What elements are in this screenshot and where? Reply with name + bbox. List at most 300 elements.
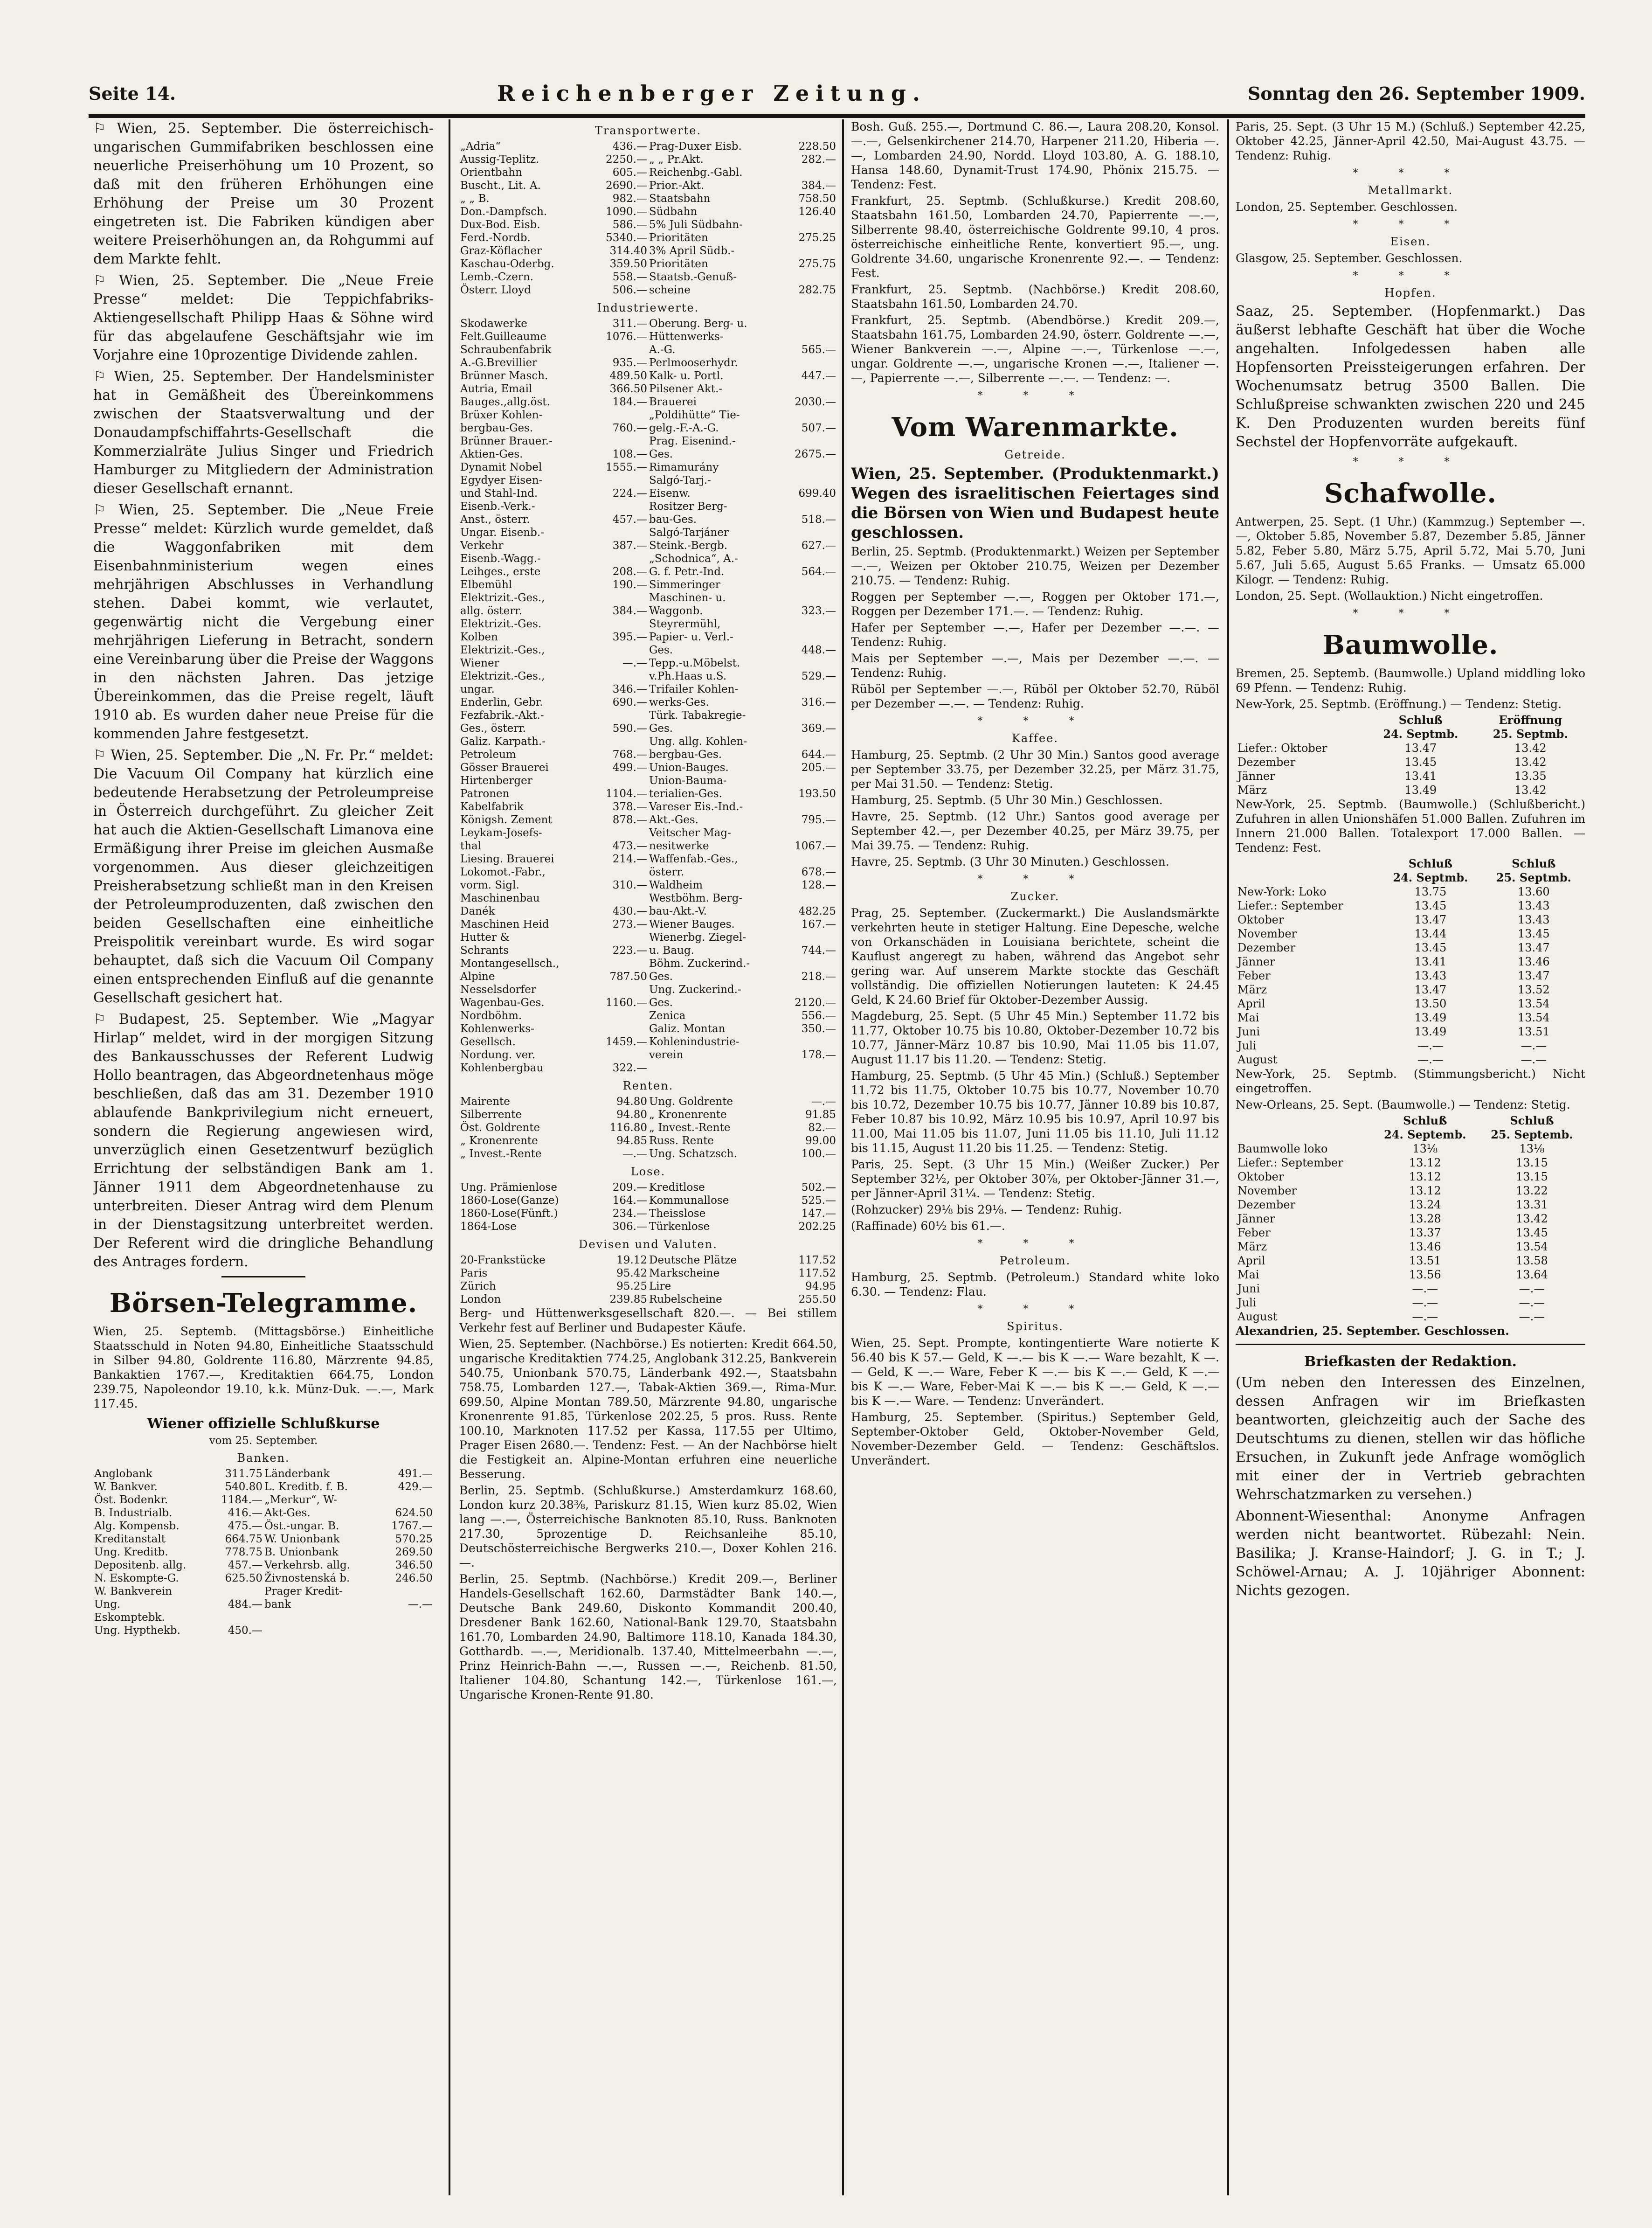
market-report: Roggen per September —.—, Roggen per Oktober 171.—, Roggen per Dezember 171.—. — Tendenz: Ruhig.: [851, 590, 1219, 618]
table-cell-name: Prior.-Akt.: [649, 180, 705, 192]
table-cell-value: 99.00: [805, 1135, 836, 1147]
separator-stars: * * *: [1353, 456, 1468, 468]
table-header-row: [1236, 857, 1585, 871]
table-cell-value: [761, 382, 837, 396]
table-row: [1236, 1282, 1585, 1296]
table-cell-value: [761, 618, 837, 631]
table-cell-value: 778.75: [225, 1546, 263, 1558]
table-cell-value: 1090.—: [606, 206, 647, 218]
table-row: [459, 526, 837, 539]
table-cell-value: 760.—: [612, 422, 647, 434]
table-cell-name: 3% April Südb.-: [649, 245, 735, 257]
table-cell-name: August: [1237, 1310, 1278, 1323]
table-row: [1236, 1156, 1585, 1170]
table-cell-value: 564.—: [801, 566, 836, 578]
table-row: [459, 1062, 837, 1075]
table-cell-name: Prag. Eisenind.-: [649, 435, 736, 447]
table-row: [459, 500, 837, 513]
table-cell-value: [366, 1493, 434, 1506]
table-cell-value: 346.—: [612, 683, 647, 695]
market-report: Antwerpen, 25. Sept. (1 Uhr.) (Kammzug.) September —.—, Oktober 5.85, November 5.87, Dezember 5.85, Jänner 5.82, Feber 5.80, März 5.75, April 5.72, Mai 5.70, Juni 5.67, Juli 5.65, August 5.65 Franks. — Umsatz 65.000 Kilogr. — Tendenz: Ruhig.: [1236, 515, 1585, 586]
market-report: Frankfurt, 25. Septmb. (Schlußkurse.) Kredit 208.60, Staatsbahn 161.50, Lombarden 24.70, Papierrente —.—, Silberrente 98.40, österreichische Goldrente 99.10, 4 pros. österreichische einheitliche Rente, konvertiert 95.—, ung. Goldrente 34.60, ungarische Kronenrente 92.—. — Tendenz: Fest.: [851, 194, 1219, 280]
table-row: [459, 192, 837, 205]
table-cell-value: 2250.—: [606, 153, 647, 166]
table-cell-value: 13.47: [1414, 913, 1447, 926]
table-cell-value: [573, 983, 648, 996]
table-cell-value: 13.42: [1514, 756, 1547, 769]
table-cell-value: 13.75: [1414, 885, 1447, 898]
devisen-category: Devisen und Valuten.: [579, 1238, 718, 1251]
table-cell-name: Danék: [460, 905, 495, 917]
masthead: Reichenberger Zeitung.: [497, 81, 927, 106]
table-row: [1236, 1268, 1585, 1282]
table-cell-name: Liefer.: Oktober: [1237, 742, 1327, 755]
table-cell-name: bau-Ges.: [649, 514, 697, 526]
table-cell-value: —.—: [1521, 1053, 1547, 1066]
table-cell-name: Oktober: [1237, 1170, 1284, 1183]
table-cell-value: 570.25: [395, 1533, 433, 1545]
table-cell-value: [761, 500, 837, 513]
table-cell-name: Jänner: [1237, 955, 1275, 968]
table-cell-name: Brünner Masch.: [460, 370, 548, 382]
table-cell-name: Türk. Tabakregie-: [649, 709, 746, 722]
table-cell-name: „Adria“: [460, 140, 501, 153]
table-cell-value: [761, 957, 837, 970]
table-row: [459, 813, 837, 826]
table-header-cell: [1236, 1114, 1372, 1128]
table-cell-name: österr.: [649, 866, 684, 878]
table-cell-name: Zürich: [460, 1280, 496, 1292]
table-cell-value: 117.52: [798, 1267, 836, 1279]
table-header-cell: Schluß: [1510, 1114, 1554, 1127]
table-cell-value: 13.64: [1516, 1268, 1548, 1281]
table-cell-value: [573, 1022, 648, 1035]
table-row: [93, 1467, 434, 1480]
table-cell-value: 282.—: [801, 153, 836, 166]
table-row: [459, 1095, 837, 1108]
table-row: [459, 644, 837, 657]
table-cell-name: Maschinen Heid: [460, 918, 549, 930]
table-cell-value: 246.50: [395, 1572, 433, 1584]
banken-category: Banken.: [237, 1451, 290, 1465]
table-cell-name: London: [460, 1293, 501, 1305]
table-cell-value: 13.49: [1414, 1011, 1447, 1024]
table-cell-name: Wagenbau-Ges.: [460, 997, 545, 1009]
table-cell-name: Prioritäten: [649, 258, 708, 270]
table-cell-value: 13.50: [1414, 997, 1447, 1010]
table-cell-name: Rimamurány: [649, 461, 719, 473]
table-cell-value: 13.60: [1517, 885, 1550, 898]
table-header-cell: 25. Septmb.: [1493, 727, 1568, 741]
table-cell-value: 167.—: [801, 918, 836, 930]
table-row: [459, 422, 837, 435]
table-row: [459, 487, 837, 500]
table-cell-name: bank: [264, 1598, 291, 1610]
table-row: [1236, 1039, 1585, 1053]
table-cell-name: Hirtenberger: [460, 775, 532, 787]
table-cell-value: —.—: [408, 1598, 433, 1610]
table-row: [459, 244, 837, 257]
table-row: [459, 474, 837, 487]
table-cell-name: Ung. Eskomptebk.: [94, 1598, 165, 1624]
market-report: Magdeburg, 25. Sept. (5 Uhr 45 Min.) September 11.72 bis 11.77, Oktober 10.75 bis 10.80, Oktober-Dezember 10.72 bis 10.77, Jänner-März 10.87 bis 10.90, Mai 11.05 bis 11.07, August 11.17 bis 11.20. — Tendenz: Stetig.: [851, 1009, 1219, 1066]
table-cell-value: 19.12: [616, 1254, 647, 1266]
table-row: [459, 892, 837, 905]
table-cell-value: 5340.—: [606, 232, 647, 244]
table-cell-name: Öst. Bodenkr.: [94, 1494, 168, 1506]
table-cell-value: [761, 356, 837, 369]
table-cell-value: 457.—: [228, 1559, 263, 1571]
table-cell-name: N. Eskompte-G.: [94, 1572, 179, 1584]
ny-closing-table: [1236, 857, 1585, 1067]
table-cell-value: [573, 774, 648, 787]
table-cell-name: Fezfabrik.-Akt.-: [460, 709, 544, 722]
table-row: [459, 1280, 837, 1293]
table-row: [459, 957, 837, 970]
table-cell-name: Nesselsdorfer: [460, 984, 536, 996]
table-cell-name: W. Bankver.: [94, 1481, 158, 1493]
table-cell-name: Eisenb.-Wagg.-: [460, 553, 541, 565]
table-cell-name: bau-Akt.-V.: [649, 905, 707, 917]
table-row: [1236, 941, 1585, 955]
table-cell-name: „ Kronenrente: [649, 1109, 727, 1121]
table-row: [1236, 1254, 1585, 1268]
table-cell-value: 2690.—: [606, 180, 647, 192]
table-cell-name: Elektrizit.-Ges.,: [460, 592, 545, 604]
table-cell-value: 13.46: [1517, 955, 1550, 968]
table-cell-value: 13.42: [1514, 784, 1547, 797]
table-cell-name: Ung. Zuckerind.-: [649, 984, 741, 996]
table-cell-value: 484.—: [228, 1598, 263, 1610]
table-cell-value: 13.43: [1414, 969, 1447, 982]
table-row: [459, 931, 837, 944]
table-cell-name: Westböhm. Berg-: [649, 892, 743, 904]
table-cell-name: Salgó-Tarjáner: [649, 527, 729, 539]
zucker-category: Zucker.: [1010, 890, 1060, 903]
table-cell-value: 202.25: [798, 1221, 836, 1233]
table-cell-value: [573, 435, 648, 448]
table-cell-value: 275.75: [798, 258, 836, 270]
table-cell-name: Jänner: [1237, 1212, 1275, 1225]
table-cell-name: Liefer.: September: [1237, 899, 1343, 912]
table-row: [459, 709, 837, 722]
table-cell-name: Staatsbahn: [649, 193, 711, 205]
column-1: [93, 119, 434, 2195]
table-row: [459, 1035, 837, 1048]
table-row: [459, 284, 837, 297]
table-cell-name: Maschinenbau: [460, 892, 540, 904]
market-report: Bosh. Guß. 255.—, Dortmund C. 86.—, Laura 208.20, Konsol. —.—, Gelsenkirchener 214.70, Harpener 211.20, Hiberia —.—, Lombarden 24.90, Nordd. Lloyd 103.80, A. G. 188.10, Hansa 148.60, Dynamit-Trust 174.90, Phönix 215.75. — Tendenz: Fest.: [851, 120, 1219, 191]
table-cell-name: Aussig-Teplitz.: [460, 153, 539, 166]
table-cell-value: [761, 1035, 837, 1048]
table-cell-value: [761, 474, 837, 487]
table-cell-name: terialien-Ges.: [649, 788, 722, 800]
table-cell-value: 1767.—: [391, 1520, 433, 1532]
table-row: [459, 748, 837, 761]
table-cell-value: [761, 218, 837, 231]
section-title-boersen: Börsen-Telegramme.: [109, 1288, 418, 1319]
table-row: [459, 840, 837, 853]
table-cell-name: Kreditanstalt: [94, 1533, 166, 1545]
table-row: [459, 179, 837, 192]
news-item: ⚐ Wien, 25. September. Die „Neue Freie Presse“ meldet: Kürzlich wurde gemeldet, daß die Waggonfabriken mit dem Eisenbahnministerium wegen eines mehrjährigen Abschlusses in Verhandlung stehen. Dabei kommt, wie verlautet, gegenwärtig nicht die Vergebung einer mehrjährigen Lieferung in Betracht, sondern eine Vereinbarung über die Preise der Waggons in den nächsten Jahren. Das jetzige Übereinkommen, das die Preise regelt, läuft 1910 ab. Es wurden daher neue Preise für die kommenden Jahre festgesetzt.: [93, 502, 434, 742]
table-cell-value: [761, 892, 837, 905]
kurse-date: vom 25. September.: [209, 1435, 318, 1447]
table-cell-value: [761, 271, 837, 284]
table-cell-name: Kohlenindustrie-: [649, 1036, 740, 1048]
table-cell-value: 457.—: [612, 514, 647, 526]
table-cell-name: Hüttenwerks-: [649, 331, 724, 343]
separator-stars: * * *: [977, 874, 1093, 885]
table-cell-name: scheine: [649, 284, 691, 296]
table-cell-name: Ferd.-Nordb.: [460, 232, 531, 244]
table-row: [459, 722, 837, 735]
table-cell-value: 116.80: [609, 1122, 647, 1134]
table-cell-value: 208.—: [612, 566, 647, 578]
table-cell-name: und Stahl-Ind.: [460, 487, 538, 500]
table-cell-value: 664.75: [225, 1533, 263, 1545]
table-cell-value: 323.—: [801, 605, 836, 617]
market-report: Hamburg, 25. Septmb. (Petroleum.) Standard white loko 6.30. — Tendenz: Flau.: [851, 1270, 1219, 1298]
table-cell-name: August: [1237, 1053, 1278, 1066]
table-cell-value: 13.43: [1517, 913, 1550, 926]
table-header-cell: [1236, 727, 1366, 741]
column-divider: [842, 119, 844, 2195]
separator-stars: * * *: [1353, 608, 1468, 619]
table-cell-name: Kalk- u. Portl.: [649, 370, 724, 382]
table-row: [459, 1009, 837, 1022]
table-row: [459, 970, 837, 983]
table-cell-value: [761, 931, 837, 944]
table-cell-name: Wiener: [460, 657, 499, 669]
table-cell-value: 605.—: [612, 167, 647, 179]
separator-stars: * * *: [1353, 270, 1468, 282]
table-cell-value: 499.—: [612, 762, 647, 774]
table-cell-name: Oberung. Berg- u.: [649, 318, 747, 330]
renten-category: Renten.: [622, 1079, 674, 1092]
table-row: [93, 1506, 434, 1520]
table-cell-name: A.-G.: [649, 344, 676, 356]
table-row: [459, 552, 837, 565]
table-cell-name: verein: [649, 1049, 684, 1061]
market-report: Hamburg, 25. September. (Spiritus.) September Geld, September-Oktober Geld, Oktober-November Geld, November-Dezember Geld. — Tendenz: Geschäftslos. Unverändert.: [851, 1410, 1219, 1467]
table-cell-value: 13.46: [1409, 1240, 1441, 1253]
table-cell-name: Ung. Schatzsch.: [649, 1148, 737, 1160]
market-report: Rüböl per September —.—, Rüböl per Oktober 52.70, Rüböl per Dezember —.—. — Tendenz: Ruhig.: [851, 682, 1219, 710]
table-cell-value: [573, 474, 648, 487]
table-cell-value: —.—: [1412, 1296, 1438, 1309]
table-cell-value: 209.—: [612, 1181, 647, 1194]
table-cell-value: 13⅛: [1412, 1142, 1438, 1155]
table-cell-name: Mairente: [460, 1096, 510, 1108]
table-row: [459, 983, 837, 996]
table-cell-name: Theisslose: [649, 1208, 706, 1220]
table-cell-value: [573, 409, 648, 422]
table-cell-name: Liesing. Brauerei: [460, 853, 554, 865]
table-cell-name: Kabelfabrik: [460, 801, 524, 813]
table-cell-name: Mai: [1237, 1268, 1259, 1281]
table-cell-name: Feber: [1237, 1226, 1271, 1239]
table-cell-value: 416.—: [228, 1507, 263, 1519]
table-cell-value: —.—: [811, 1096, 836, 1108]
table-cell-value: 13.52: [1517, 983, 1550, 996]
table-row: [459, 787, 837, 800]
table-cell-value: [761, 244, 837, 257]
table-cell-name: Anst., österr.: [460, 514, 530, 526]
table-cell-value: 13.47: [1517, 969, 1550, 982]
table-cell-name: Lokomot.-Fabr.,: [460, 866, 546, 878]
table-cell-name: Silberrente: [460, 1109, 522, 1121]
table-cell-name: Waldheim: [649, 879, 703, 891]
table-cell-value: 95.25: [616, 1280, 647, 1292]
industrie-category: Industriewerte.: [597, 301, 699, 314]
table-cell-value: [761, 578, 837, 591]
table-cell-value: 768.—: [612, 749, 647, 761]
renten-table: [459, 1095, 837, 1160]
table-cell-name: Lemb.-Czern.: [460, 271, 533, 283]
table-cell-name: Juni: [1237, 1025, 1260, 1038]
table-cell-value: 91.85: [805, 1109, 836, 1121]
table-row: [459, 774, 837, 787]
table-row: [93, 1598, 434, 1624]
table-cell-name: thal: [460, 840, 482, 852]
table-cell-value: 13.51: [1409, 1254, 1441, 1267]
table-row: [459, 369, 837, 382]
table-cell-name: Gösser Brauerei: [460, 762, 549, 774]
table-row: [459, 670, 837, 683]
table-cell-value: 269.50: [395, 1546, 433, 1558]
table-cell-value: 982.—: [612, 193, 647, 205]
table-row: [459, 513, 837, 526]
table-cell-name: Dynamit Nobel: [460, 461, 542, 473]
kaffee-category: Kaffee.: [1011, 732, 1059, 745]
news-item: ⚐ Wien, 25. September. Die „N. Fr. Pr.“ meldet: Die Vacuum Oil Company hat kürzlich eine bedeutende Herabsetzung der Petroleumpreise in Österreich durchgeführt. Zu gleicher Zeit hat auch die Aktien-Gesellschaft Limanova eine Ermäßigung ihrer Preise im gleichen Ausmaße vorgenommen. Aus dieser gleichzeitigen Preisherabsetzung schließt man in den Kreisen der Petroleumproduzenten, daß zwischen den beiden Gesellschaften eine einheitliche Preispolitik vereinbart wurde. Es wird sogar behauptet, daß sich die Vacuum Oil Company einen entsprechenden Einfluß auf die genannte Gesellschaft gesichert hat.: [93, 747, 434, 1006]
table-row: [1236, 1198, 1585, 1212]
table-cell-value: 275.25: [798, 232, 836, 244]
table-cell-value: 448.—: [801, 644, 836, 656]
table-row: [459, 448, 837, 461]
table-cell-name: Oktober: [1237, 913, 1284, 926]
table-cell-value: 627.—: [801, 540, 836, 552]
table-cell-name: Ges., österr.: [460, 722, 526, 735]
table-cell-value: [761, 826, 837, 840]
table-cell-value: 506.—: [612, 284, 647, 296]
table-cell-name: Salgó-Tarj.-: [649, 474, 711, 486]
table-cell-name: L. Kreditb. f. B.: [264, 1481, 348, 1493]
table-cell-value: [573, 735, 648, 748]
market-report: Frankfurt, 25. Septmb. (Nachbörse.) Kredit 208.60, Staatsbahn 161.50, Lombarden 24.70.: [851, 283, 1219, 311]
table-header-cell: [1236, 713, 1366, 727]
table-header-cell: Schluß: [1398, 713, 1443, 727]
table-cell-value: 314.40: [609, 245, 647, 257]
table-cell-name: Trifailer Kohlen-: [649, 683, 739, 695]
table-cell-value: 13.43: [1517, 899, 1550, 912]
table-cell-name: April: [1237, 997, 1265, 1010]
table-cell-value: 13.45: [1516, 1226, 1548, 1239]
table-cell-value: [761, 735, 837, 748]
table-cell-value: 2120.—: [795, 997, 836, 1009]
table-cell-value: 311.75: [225, 1468, 263, 1480]
table-cell-value: [761, 709, 837, 722]
table-cell-value: 436.—: [612, 140, 647, 153]
table-cell-name: Rubelscheine: [649, 1293, 722, 1305]
table-row: [459, 205, 837, 218]
market-report: Paris, 25. Sept. (3 Uhr 15 Min.) (Weißer Zucker.) Per September 32½, per Oktober 30⅞, per Oktober-Jänner 31.—, per Jänner-April 31¼. — Tendenz: Stetig.: [851, 1158, 1219, 1200]
table-cell-value: 491.—: [398, 1468, 433, 1480]
news-item: ⚐ Wien, 25. September. Die „Neue Freie Presse“ meldet: Die Teppichfabriks-Aktiengesellschaft Philipp Haas & Söhne wird für das abgelaufene Geschäftsjahr wie im Vorjahre eine 10prozentige Dividende zahlen.: [93, 272, 434, 363]
table-cell-value: 95.42: [616, 1267, 647, 1279]
table-header-row: [1236, 871, 1585, 885]
table-cell-value: 13.54: [1516, 1240, 1548, 1253]
table-row: [459, 905, 837, 918]
market-report: New-York, 25. Septmb. (Stimmungsbericht.) Nicht eingetroffen.: [1236, 1067, 1585, 1095]
table-cell-value: 255.50: [798, 1293, 836, 1305]
table-cell-value: 13.49: [1414, 1025, 1447, 1038]
table-cell-value: [573, 500, 648, 513]
table-cell-value: [573, 618, 648, 631]
table-row: [93, 1559, 434, 1572]
table-cell-value: 787.50: [609, 971, 647, 983]
section-title-waren: Vom Warenmarkte.: [892, 412, 1179, 443]
table-header-row: [1236, 727, 1585, 741]
kurse-title: Wiener offizielle Schlußkurse: [147, 1416, 380, 1432]
table-cell-value: 13.15: [1516, 1170, 1548, 1183]
table-cell-name: Ges.: [649, 448, 673, 460]
table-cell-name: Juni: [1237, 1282, 1260, 1295]
table-cell-name: Tepp.-u.Möbelst.: [649, 657, 740, 669]
table-cell-value: 507.—: [801, 422, 836, 434]
table-row: [1236, 783, 1585, 797]
table-row: [459, 918, 837, 931]
table-cell-name: Egydyer Eisen-: [460, 474, 543, 486]
table-cell-value: 228.50: [798, 140, 836, 153]
table-cell-name: Markscheine: [649, 1267, 720, 1279]
table-cell-name: Steyrermühl,: [649, 618, 721, 630]
table-cell-name: Autria, Email: [460, 383, 532, 395]
separator-stars: * * *: [977, 390, 1093, 402]
table-row: [1236, 1011, 1585, 1025]
table-cell-name: Ung. allg. Kohlen-: [649, 736, 747, 748]
table-row: [459, 565, 837, 578]
table-cell-value: 13.12: [1409, 1170, 1441, 1183]
separator-stars: * * *: [977, 715, 1093, 727]
table-cell-name: April: [1237, 1254, 1265, 1267]
table-cell-name: G. f. Petr.-Ind.: [649, 566, 725, 578]
table-cell-name: gelg.-F.-A.-G.: [649, 422, 719, 434]
table-cell-value: 223.—: [612, 944, 647, 957]
table-cell-value: 82.—: [808, 1122, 836, 1134]
table-row: [459, 657, 837, 670]
table-row: [459, 996, 837, 1009]
table-cell-value: 164.—: [612, 1194, 647, 1207]
hopfen-category: Hopfen.: [1384, 286, 1437, 299]
table-cell-value: [761, 853, 837, 866]
market-report: Berlin, 25. Septmb. (Produktenmarkt.) Weizen per September —.—, Weizen per Oktober 210.75, Weizen per Dezember 210.75. — Tendenz: Ruhig.: [851, 545, 1219, 587]
table-row: [1236, 1184, 1585, 1198]
table-cell-name: Brauerei: [649, 396, 697, 408]
table-cell-name: B. Unionbank: [264, 1546, 339, 1558]
table-row: [459, 1267, 837, 1280]
table-cell-name: Don.-Dampfsch.: [460, 206, 547, 218]
getreide-category: Getreide.: [1004, 448, 1066, 461]
table-cell-value: 234.—: [612, 1208, 647, 1220]
table-row: [1236, 997, 1585, 1011]
market-report: New-Orleans, 25. Sept. (Baumwolle.) — Tendenz: Stetig.: [1236, 1098, 1570, 1111]
table-cell-value: 744.—: [801, 944, 836, 957]
table-header-cell: Schluß: [1512, 857, 1556, 870]
table-cell-value: [573, 670, 648, 683]
table-cell-name: Wiener Bauges.: [649, 918, 735, 930]
